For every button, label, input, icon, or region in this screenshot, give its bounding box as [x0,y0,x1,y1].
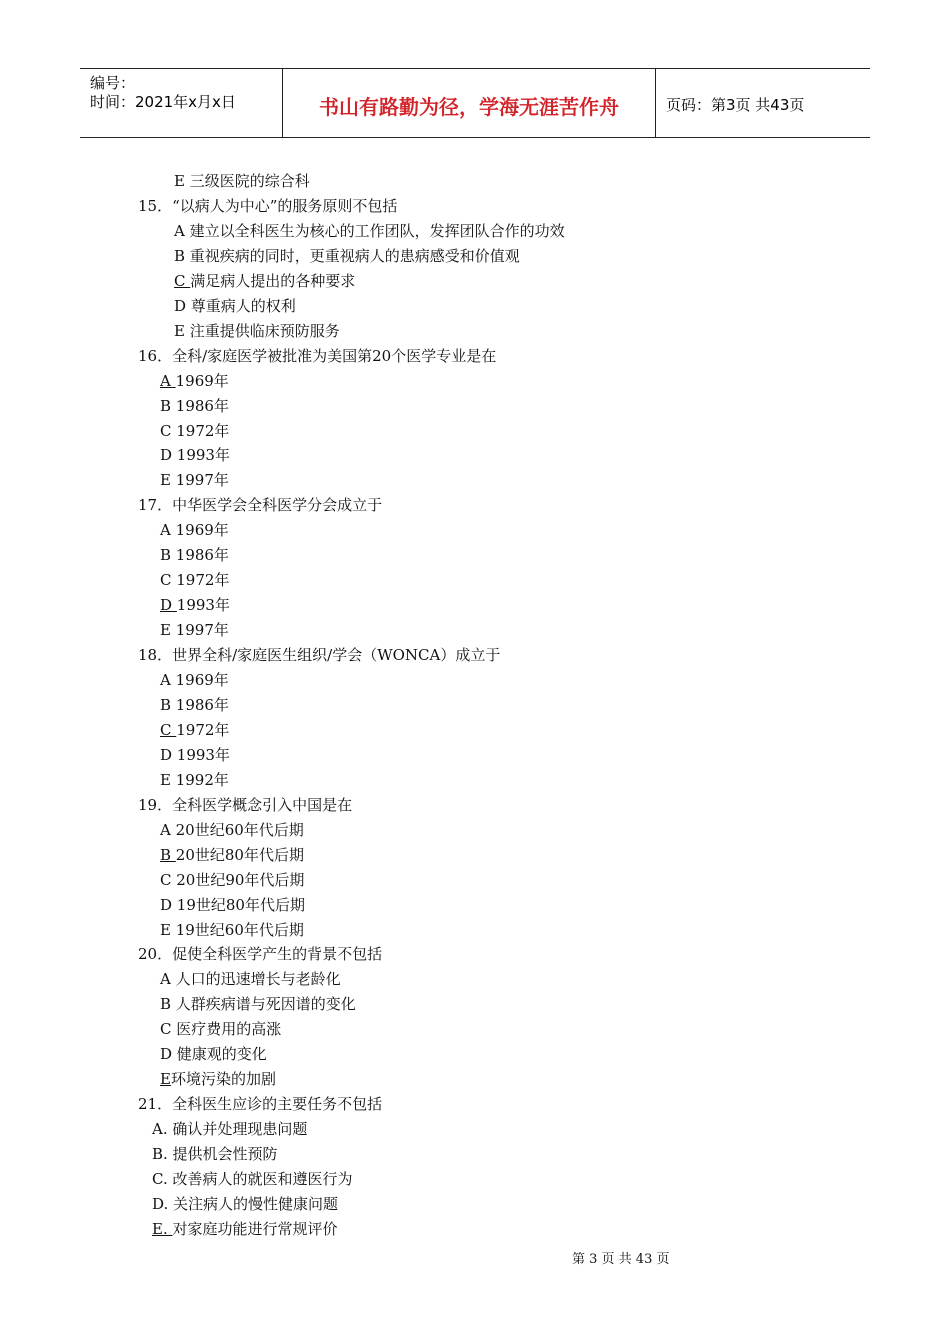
text-line [160,994,356,1014]
text-line [174,171,310,191]
text-line [152,1144,278,1164]
text-line [160,820,304,840]
page-info: 页码：第3页 共43页 [666,96,805,114]
text-line [160,1069,276,1089]
text-line [160,670,229,690]
text-line [174,321,340,341]
line-text: C 1972年 [160,422,230,440]
text-line [160,470,229,490]
text-line [160,570,229,590]
text-line [138,196,397,216]
text-line [160,920,304,940]
line-text: E 1997年 [160,621,229,639]
line-text: 20．促使全科医学产生的背景不包括 [138,945,383,963]
text-line [138,944,382,964]
text-line [160,445,230,465]
line-text: 15．“以病人为中心”的服务原则不包括 [138,197,398,215]
text-line [160,620,229,640]
line-text: A 20世纪60年代后期 [160,821,304,839]
text-line [160,545,229,565]
line-text: B 人群疾病谱与死因谱的变化 [160,995,356,1013]
text-line [152,1169,352,1189]
line-text: 21．全科医生应诊的主要任务不包括 [138,1095,383,1113]
answer-marker: C [174,272,191,290]
line-text: A 建立以全科医生为核心的工作团队，发挥团队合作的功效 [174,222,565,240]
text-line [160,845,304,865]
line-text: 19．全科医学概念引入中国是在 [138,796,353,814]
line-text: 1993年 [176,596,230,614]
text-line [160,770,229,790]
text-line [138,1094,382,1114]
line-text: D 1993年 [160,446,230,464]
text-line [138,495,382,515]
line-text: C 1972年 [160,571,230,589]
line-text: A 1969年 [160,521,229,539]
line-text: E 1992年 [160,771,229,789]
answer-marker: B [160,846,176,864]
line-text: 对家庭功能进行常规评价 [172,1220,338,1238]
line-text: 20世纪80年代后期 [175,846,304,864]
text-line [152,1119,307,1139]
answer-marker: C [160,721,177,739]
line-text: E 1997年 [160,471,229,489]
header-middle-cell [283,69,656,137]
header-right-cell [656,69,870,137]
line-text: 满足病人提出的各种要求 [190,272,356,290]
line-text: A. 确认并处理现患问题 [152,1120,308,1138]
text-line [160,895,305,915]
answer-marker: E [160,1070,171,1088]
text-line [160,421,229,441]
line-text: B 重视疾病的同时，更重视病人的患病感受和价值观 [174,247,520,265]
page-footer: 第 3 页 共 43 页 [572,1252,670,1267]
text-line [160,396,229,416]
text-line [160,870,304,890]
text-line [160,371,229,391]
text-line [152,1219,338,1239]
line-text: D 健康观的变化 [160,1045,267,1063]
serial-label: 编号： [90,74,136,92]
line-text: 1972年 [176,721,230,739]
text-line [160,595,230,615]
text-line [160,520,229,540]
line-text: D. 关注病人的慢性健康问题 [152,1195,339,1213]
line-text: C 医疗费用的高涨 [160,1020,282,1038]
line-text: 1969年 [175,372,229,390]
line-text: A 1969年 [160,671,229,689]
text-line [160,1044,267,1064]
line-text: E 三级医院的综合科 [174,172,310,190]
line-text: 17．中华医学会全科医学分会成立于 [138,496,383,514]
line-text: D 1993年 [160,746,230,764]
page-header [80,68,870,138]
text-line [174,221,565,241]
text-line [138,346,496,366]
line-text: D 尊重病人的权利 [174,297,296,315]
line-text: A 人口的迅速增长与老龄化 [160,970,341,988]
line-text: C. 改善病人的就医和遵医行为 [152,1170,353,1188]
line-text: 16．全科/家庭医学被批准为美国第20个医学专业是在 [138,347,497,365]
text-line [174,271,355,291]
text-line [152,1194,338,1214]
text-line [160,695,229,715]
line-text: C 20世纪90年代后期 [160,871,305,889]
line-text: B 1986年 [160,397,229,415]
line-text: 18．世界全科/家庭医生组织/学会（WONCA）成立于 [138,646,501,664]
text-line [174,246,520,266]
text-line [160,720,229,740]
text-line [138,645,500,665]
text-line [160,969,341,989]
header-left-cell [80,69,283,137]
text-line [160,745,230,765]
answer-marker: E. [152,1220,173,1238]
line-text: 环境污染的加剧 [170,1070,276,1088]
text-line [174,296,296,316]
text-line [138,795,352,815]
answer-marker: A [160,372,176,390]
answer-marker: D [160,596,177,614]
line-text: D 19世纪80年代后期 [160,896,305,914]
date-label: 时间：2021年x月x日 [90,93,236,111]
line-text: B 1986年 [160,546,229,564]
line-text: B. 提供机会性预防 [152,1145,278,1163]
line-text: E 19世纪60年代后期 [160,921,304,939]
line-text: E 注重提供临床预防服务 [174,322,340,340]
line-text: B 1986年 [160,696,229,714]
motto: 书山有路勤为径，学海无涯苦作舟 [319,95,619,119]
text-line [160,1019,281,1039]
